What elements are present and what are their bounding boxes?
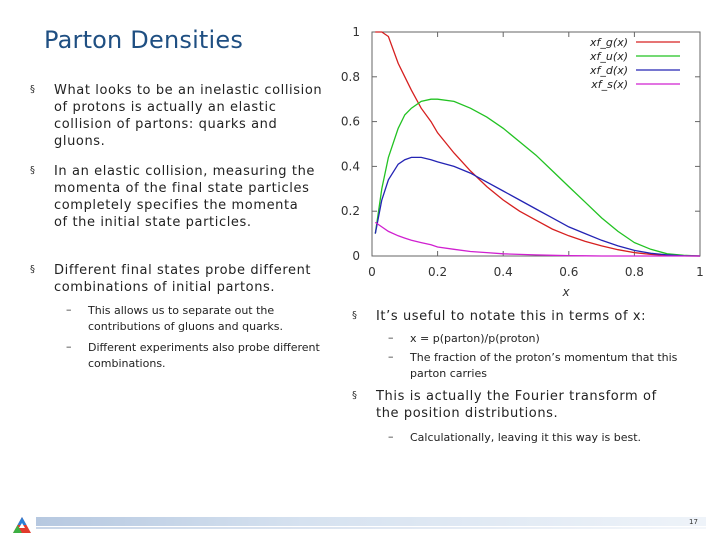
right-bullet-2 [352, 388, 676, 422]
dash-marker: – [66, 340, 72, 353]
sub-bullet-text: The fraction of the proton’s momentum that this parton carries [410, 351, 678, 380]
chart-svg [336, 20, 720, 300]
legend-label: xf_s(x) [591, 78, 628, 91]
left-sub-bullet-1 [66, 303, 308, 335]
bullet-marker: § [30, 84, 35, 95]
x-tick-label: 1 [696, 265, 704, 279]
y-tick-label: 0.8 [340, 69, 360, 84]
dash-marker: – [388, 331, 394, 344]
bullet-marker: § [30, 165, 35, 176]
series-line-2 [375, 99, 700, 256]
right-sub-bullet-1 [388, 331, 700, 347]
left-bullet-3 [30, 262, 316, 296]
sub-bullet-text: Calculationally, leaving it this way is best. [410, 431, 642, 444]
sub-bullet-text: Different experiments also probe different combinations. [88, 341, 320, 370]
series-line-1 [375, 32, 700, 256]
y-tick-label: 1 [352, 25, 360, 39]
sub-bullet-text: This allows us to separate out the contributions of gluons and quarks. [88, 304, 283, 333]
series-line-3 [375, 157, 700, 256]
y-tick-label: 0.6 [340, 114, 360, 129]
series-line-4 [375, 222, 700, 256]
right-bullet-1 [352, 308, 696, 325]
dash-marker: – [388, 350, 394, 363]
bullet-text: What looks to be an inelastic collision of protons is actually an elastic collision of partons: quarks and gluons. [54, 83, 323, 149]
x-tick-label: 0.8 [624, 265, 644, 279]
x-axis-label: x [562, 285, 570, 299]
x-tick-label: 0.6 [559, 265, 579, 279]
y-tick-label: 0 [352, 249, 360, 263]
bullet-text: Different final states probe different combinations of initial partons. [54, 263, 312, 295]
left-bullet-1 [30, 82, 324, 150]
slide-title: Parton Densities [44, 26, 244, 54]
parton-density-chart [336, 20, 720, 300]
bullet-marker: § [352, 310, 357, 321]
bullet-marker: § [30, 264, 35, 275]
y-tick-label: 0.4 [340, 159, 360, 174]
bullet-text: In an elastic collision, measuring the momenta of the final state particles completely specifies the momenta of the initial state particles. [54, 164, 316, 230]
x-tick-label: 0 [368, 265, 376, 279]
plot-frame [372, 32, 700, 256]
legend-label: xf_g(x) [590, 36, 628, 49]
page-number: 17 [689, 518, 698, 526]
bullet-text: This is actually the Fourier transform of the position distributions. [376, 389, 657, 421]
footer-divider [36, 527, 706, 529]
left-sub-bullet-2 [66, 340, 333, 372]
dash-marker: – [66, 303, 72, 316]
left-bullet-2 [30, 163, 316, 231]
right-sub-bullet-2 [388, 350, 695, 382]
x-tick-label: 0.4 [493, 265, 513, 279]
sub-bullet-text: x = p(parton)/p(proton) [410, 332, 540, 345]
dash-marker: – [388, 430, 394, 443]
right-sub-bullet-3 [388, 430, 695, 446]
footer-bar [36, 517, 706, 526]
legend-label: xf_u(x) [590, 50, 628, 63]
y-tick-label: 0.2 [340, 204, 360, 219]
university-logo-icon [12, 516, 32, 534]
bullet-text: It’s useful to notate this in terms of x: [376, 309, 647, 324]
x-tick-label: 0.2 [428, 265, 448, 279]
bullet-marker: § [352, 390, 357, 401]
legend-label: xf_d(x) [590, 64, 628, 77]
